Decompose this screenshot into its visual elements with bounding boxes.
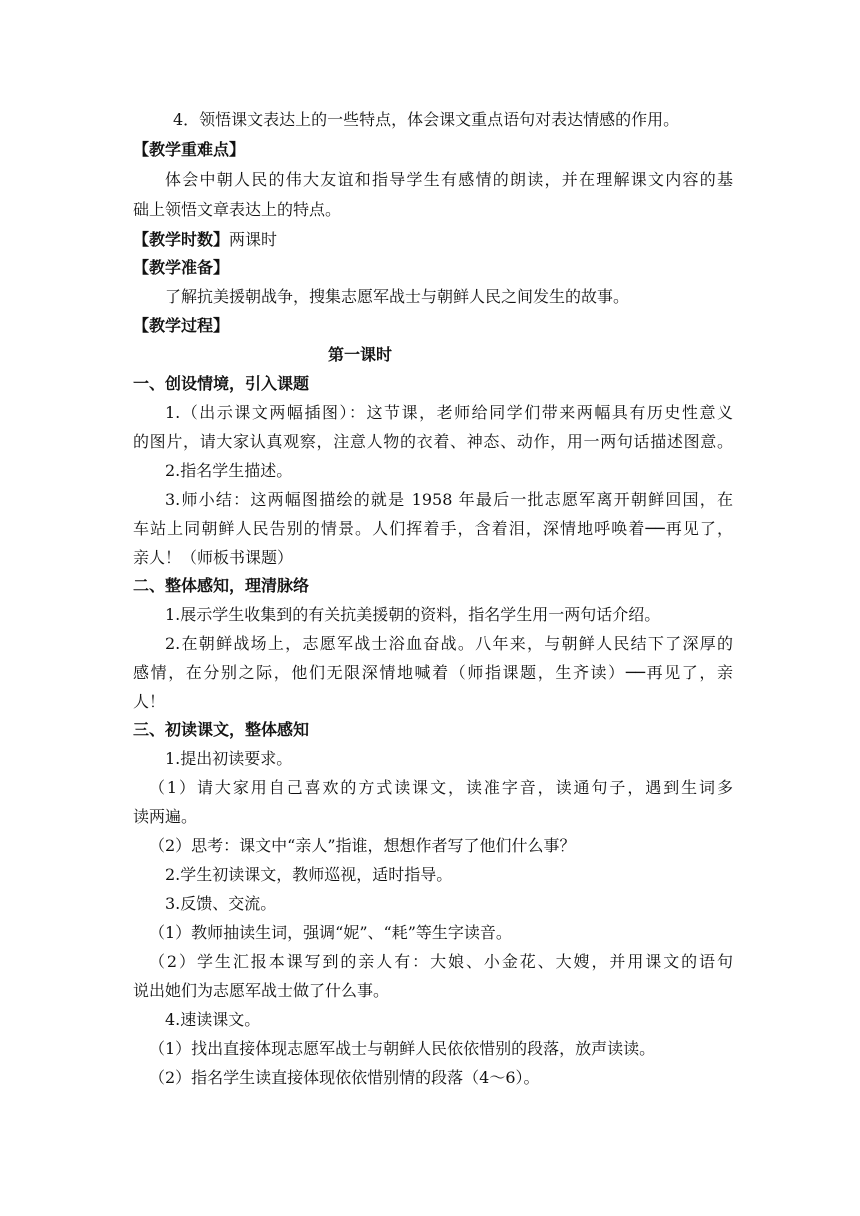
section-one-item-3-line-3: 亲人！（师板书课题） [133, 548, 294, 567]
section-three-heading: 三、初读课文，整体感知 [133, 720, 310, 739]
objective-4: 4．领悟课文表达上的一些特点，体会课文重点语句对表达情感的作用。 [173, 110, 680, 129]
section-three-item-3-sub-2-line-2: 说出她们为志愿军战士做了什么事。 [133, 981, 390, 1000]
section-one-item-1-line-1: 1.（出示课文两幅插图）：这节课，老师给同学们带来两幅具有历史性意义 [165, 403, 733, 422]
section-three-item-1-sub-2: （2）思考：课文中“亲人”指谁，想想作者写了他们什么事？ [149, 836, 576, 855]
preparation-text: 了解抗美援朝战争，搜集志愿军战士与朝鲜人民之间发生的故事。 [165, 287, 630, 306]
section-three-item-1-sub-1-line-1: （1）请大家用自己喜欢的方式读课文，读准字音，读通句子，遇到生词多 [149, 778, 733, 797]
section-one-heading: 一、创设情境，引入课题 [133, 374, 310, 393]
heading-key-difficult-points: 【教学重难点】 [133, 140, 246, 159]
heading-teaching-process: 【教学过程】 [133, 316, 230, 335]
section-one-item-3-line-1: 3.师小结：这两幅图描绘的就是 1958 年最后一批志愿军离开朝鲜回国，在 [165, 490, 733, 509]
heading-teaching-hours: 【教学时数】 [133, 230, 230, 249]
section-two-item-2-line-1: 2.在朝鲜战场上，志愿军战士浴血奋战。八年来，与朝鲜人民结下了深厚的 [165, 634, 733, 653]
heading-preparation: 【教学准备】 [133, 258, 230, 277]
section-three-item-1-sub-1-line-2: 读两遍。 [133, 807, 198, 826]
section-two-heading: 二、整体感知，理清脉络 [133, 576, 310, 595]
teaching-hours-row [133, 230, 733, 250]
section-two-item-2-line-3: 人！ [133, 692, 166, 711]
section-three-item-2: 2.学生初读课文，教师巡视，适时指导。 [165, 865, 453, 884]
key-points-line-1: 体会中朝人民的伟大友谊和指导学生有感情的朗读，并在理解课文内容的基 [165, 170, 733, 189]
section-three-item-4-sub-2: （2）指名学生读直接体现依依惜别情的段落（4～6）。 [149, 1068, 540, 1087]
section-one-item-1-line-2: 的图片，请大家认真观察，注意人物的衣着、神态、动作，用一两句话描述图意。 [133, 432, 733, 451]
teaching-hours-value: 两课时 [229, 230, 278, 249]
section-three-item-4-sub-1: （1）找出直接体现志愿军战士与朝鲜人民依依惜别的段落，放声读读。 [149, 1039, 656, 1058]
section-two-item-1: 1.展示学生收集到的有关抗美援朝的资料，指名学生用一两句话介绍。 [165, 605, 661, 624]
section-three-item-3: 3.反馈、交流。 [165, 894, 277, 913]
section-three-item-3-sub-1: （1）教师抽读生词，强调“妮”、“耗”等生字读音。 [149, 923, 512, 942]
section-one-item-2: 2.指名学生描述。 [165, 461, 293, 480]
section-two-item-2-line-2: 感情，在分别之际，他们无限深情地喊着（师指课题，生齐读）──再见了，亲 [133, 663, 733, 682]
section-three-item-4: 4.速读课文。 [165, 1010, 261, 1029]
section-three-item-1: 1.提出初读要求。 [165, 749, 293, 768]
section-one-item-3-line-2: 车站上同朝鲜人民告别的情景。人们挥着手，含着泪，深情地呼唤着──再见了， [133, 519, 733, 538]
key-points-line-2: 础上领悟文章表达上的特点。 [133, 200, 342, 219]
section-three-item-3-sub-2-line-1: （2）学生汇报本课写到的亲人有：大娘、小金花、大嫂，并用课文的语句 [149, 952, 733, 971]
lesson-one-title: 第一课时 [328, 345, 393, 364]
